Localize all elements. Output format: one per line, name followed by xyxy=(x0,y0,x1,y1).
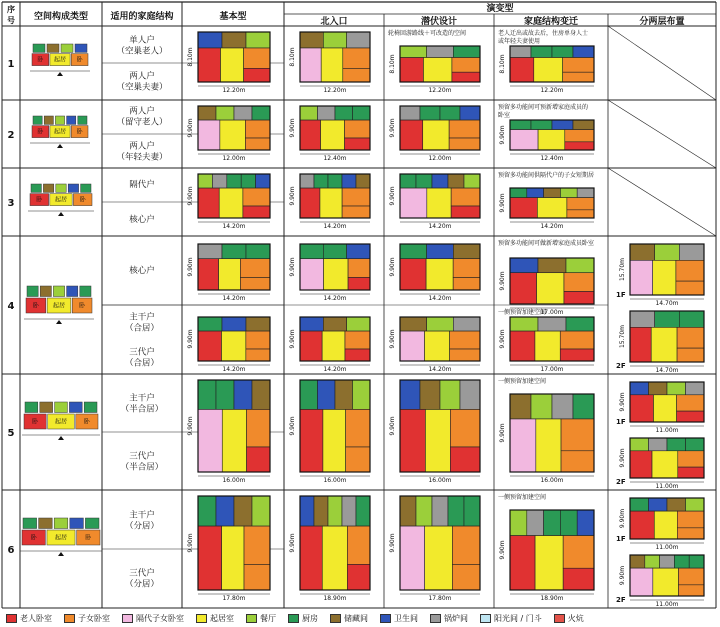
legend-label: 卫生间 xyxy=(394,613,418,623)
dimension-depth: 8.10m xyxy=(389,54,396,74)
svg-text:起居: 起居 xyxy=(53,56,67,64)
floor-plan xyxy=(187,244,270,302)
legend-item-kitchen xyxy=(288,613,318,624)
svg-text:卧: 卧 xyxy=(32,418,39,426)
floor-plan xyxy=(187,32,270,94)
dimension-depth: 9.90m xyxy=(187,533,194,553)
dimension-depth: 15.70m xyxy=(619,257,626,282)
family-structure-label xyxy=(129,265,155,276)
floor-label-1f: 1F xyxy=(616,535,626,543)
svg-text:卧: 卧 xyxy=(79,196,86,204)
dimension-depth: 9.90m xyxy=(499,193,506,213)
header-space-type: 空间构成类型 xyxy=(33,12,89,22)
header-basic-type: 基本型 xyxy=(219,12,247,22)
header-family-structure: 适用的家庭结构 xyxy=(110,12,174,22)
row-number: 3 xyxy=(7,198,15,209)
dimension-depth: 9.90m xyxy=(187,118,194,138)
legend-label: 阳光间 / 门斗 xyxy=(494,613,542,623)
dimension-depth: 9.90m xyxy=(389,257,396,277)
floor-plan xyxy=(289,496,370,602)
dimension-width: 18.90m xyxy=(540,595,564,602)
svg-text:（合居）: （合居） xyxy=(124,323,160,334)
design-note: 卧室 xyxy=(498,112,511,119)
dimension-width: 14.70m xyxy=(655,300,679,307)
dimension-depth: 9.90m xyxy=(187,416,194,436)
svg-text:卧: 卧 xyxy=(83,418,90,426)
empty-cell-diagonal xyxy=(608,100,716,168)
design-note: 一侧预留加建空间 xyxy=(498,309,547,316)
header-latent-design: 潜伏设计 xyxy=(420,17,458,27)
family-structure-label xyxy=(125,312,159,334)
svg-text:主干户: 主干户 xyxy=(129,312,155,323)
design-note: 轮椅回游路线＋可改造的空间 xyxy=(388,30,467,37)
legend-swatch xyxy=(196,614,207,623)
legend-swatch xyxy=(122,614,133,623)
floor-label-2f: 2F xyxy=(616,478,626,486)
dimension-depth: 9.90m xyxy=(187,329,194,349)
legend-swatch xyxy=(554,614,565,623)
floor-plan xyxy=(389,46,480,94)
floor-plan xyxy=(499,46,594,94)
dimension-depth: 9.90m xyxy=(499,125,506,145)
legend-item-dining xyxy=(246,613,276,624)
floor-plan xyxy=(389,317,480,373)
legend-label: 老人卧室 xyxy=(20,613,52,623)
floor-plan-2f xyxy=(619,311,704,374)
space-type-diagram xyxy=(28,184,94,216)
svg-text:（分居）: （分居） xyxy=(124,521,160,532)
row-number: 2 xyxy=(7,130,15,141)
floor-plan xyxy=(187,496,270,602)
svg-text:（半合居）: （半合居） xyxy=(120,404,164,415)
empty-cell-diagonal xyxy=(608,168,716,236)
dimension-width: 14.20m xyxy=(428,295,452,302)
svg-text:起居: 起居 xyxy=(54,534,68,542)
dimension-width: 18.90m xyxy=(323,595,347,602)
dimension-depth: 9.90m xyxy=(389,186,396,206)
legend-swatch xyxy=(246,614,257,623)
legend-swatch xyxy=(288,614,299,623)
family-structure-label xyxy=(129,179,155,190)
dimension-width: 14.20m xyxy=(428,366,452,373)
dimension-width: 17.80m xyxy=(428,595,452,602)
family-structure-label xyxy=(116,35,167,57)
dimension-width: 14.20m xyxy=(323,223,347,230)
dimension-width: 12.00m xyxy=(222,155,246,162)
legend-label: 火炕 xyxy=(567,613,584,623)
svg-text:隔代户: 隔代户 xyxy=(129,180,155,190)
dimension-depth: 9.90m xyxy=(619,508,626,529)
legend-item-grand xyxy=(122,613,184,624)
floor-plan xyxy=(187,106,270,162)
legend-item-living xyxy=(196,613,234,624)
svg-text:（留守老人）: （留守老人） xyxy=(116,117,168,128)
dimension-depth: 9.90m xyxy=(289,186,296,206)
space-type-diagram xyxy=(30,44,90,76)
dimension-depth: 9.90m xyxy=(619,565,626,586)
legend-item-elder xyxy=(6,613,52,624)
family-structure-label xyxy=(121,451,164,473)
row-number: 6 xyxy=(7,545,15,556)
legend-item-bath xyxy=(380,613,418,624)
dimension-depth: 9.90m xyxy=(289,118,296,138)
svg-text:（年轻夫妻）: （年轻夫妻） xyxy=(116,152,168,163)
family-structure-label xyxy=(116,106,167,128)
floor-label-1f: 1F xyxy=(616,291,626,299)
legend-label: 储藏间 xyxy=(344,613,368,623)
design-note: 一侧预留加建空间 xyxy=(498,494,547,501)
svg-text:三代户: 三代户 xyxy=(129,347,155,358)
svg-text:核心户: 核心户 xyxy=(129,215,155,225)
floor-plan xyxy=(389,244,480,302)
legend-swatch xyxy=(330,614,341,623)
legend-item-child xyxy=(64,613,110,624)
dimension-width: 17.00m xyxy=(540,309,564,316)
svg-text:起居: 起居 xyxy=(54,196,68,204)
floor-label-1f: 1F xyxy=(616,418,626,426)
legend-swatch xyxy=(480,614,491,623)
space-type-diagram xyxy=(30,116,90,148)
legend-item-boiler xyxy=(430,613,468,624)
svg-text:卧: 卧 xyxy=(32,302,39,310)
dimension-width: 14.20m xyxy=(428,223,452,230)
svg-text:主干户: 主干户 xyxy=(129,393,155,404)
dimension-depth: 9.90m xyxy=(499,329,506,349)
dimension-depth: 9.90m xyxy=(187,257,194,277)
svg-text:两人户: 两人户 xyxy=(129,106,155,117)
svg-text:两人户: 两人户 xyxy=(129,71,155,82)
dimension-depth: 9.90m xyxy=(289,416,296,436)
svg-text:卧: 卧 xyxy=(37,56,44,64)
svg-text:卧: 卧 xyxy=(36,196,43,204)
dimension-depth: 9.90m xyxy=(289,257,296,277)
svg-text:核心户: 核心户 xyxy=(129,266,155,276)
floor-plan xyxy=(289,317,370,373)
floor-plan xyxy=(389,174,480,230)
header-north-entry: 北入口 xyxy=(320,17,348,27)
dimension-width: 14.20m xyxy=(222,366,246,373)
family-structure-label xyxy=(116,141,167,163)
dimension-depth: 9.90m xyxy=(389,533,396,553)
dimension-width: 14.20m xyxy=(323,295,347,302)
dimension-width: 11.00m xyxy=(655,483,679,490)
svg-text:（空巢老人）: （空巢老人） xyxy=(116,46,168,57)
legend-label: 起居室 xyxy=(210,613,234,623)
floor-plan xyxy=(499,394,594,484)
svg-text:卧: 卧 xyxy=(37,128,44,136)
dimension-width: 12.20m xyxy=(540,87,564,94)
row-number: 4 xyxy=(7,301,15,312)
design-note: 一侧预留加建空间 xyxy=(498,378,547,385)
floor-plan xyxy=(499,317,594,373)
floor-plan xyxy=(499,188,594,230)
dimension-width: 14.20m xyxy=(540,223,564,230)
floor-plan-1f xyxy=(619,244,704,307)
dimension-width: 17.00m xyxy=(540,366,564,373)
space-type-diagram xyxy=(24,286,94,324)
dimension-width: 11.00m xyxy=(655,427,679,434)
dimension-depth: 8.10m xyxy=(289,47,296,67)
dimension-depth: 9.90m xyxy=(389,416,396,436)
legend-item-kang xyxy=(554,613,584,624)
svg-text:卧: 卧 xyxy=(30,534,37,542)
dimension-depth: 9.90m xyxy=(289,329,296,349)
svg-text:单人户: 单人户 xyxy=(129,35,155,46)
svg-text:（分居）: （分居） xyxy=(124,579,160,590)
header-family-change: 家庭结构变迁 xyxy=(523,17,579,27)
floor-plan xyxy=(389,380,480,484)
dimension-depth: 9.90m xyxy=(499,271,506,291)
dimension-width: 12.40m xyxy=(540,155,564,162)
dimension-width: 16.00m xyxy=(428,477,452,484)
dimension-depth: 9.90m xyxy=(289,533,296,553)
svg-text:卧: 卧 xyxy=(76,128,83,136)
legend-swatch xyxy=(64,614,75,623)
dimension-depth: 9.90m xyxy=(499,423,506,443)
floor-plan xyxy=(499,510,594,602)
header-evolution-type: 演变型 xyxy=(486,4,514,14)
floor-plan xyxy=(187,317,270,373)
design-note: 预留多功能间可做新增家庭成员卧室 xyxy=(498,240,595,247)
svg-text:卧: 卧 xyxy=(85,534,92,542)
dimension-width: 12.00m xyxy=(428,155,452,162)
dimension-width: 16.00m xyxy=(540,477,564,484)
legend-swatch xyxy=(430,614,441,623)
dimension-depth: 15.70m xyxy=(619,324,626,349)
dimension-depth: 9.90m xyxy=(619,392,626,412)
svg-text:主干户: 主干户 xyxy=(129,510,155,521)
floor-plan xyxy=(389,496,480,602)
row-number: 1 xyxy=(7,59,15,70)
floor-plan xyxy=(499,120,594,162)
floor-plan xyxy=(289,380,370,484)
dimension-width: 16.00m xyxy=(323,477,347,484)
legend-label: 隔代子女卧室 xyxy=(136,613,184,623)
floor-plan xyxy=(499,258,594,316)
legend-label: 餐厅 xyxy=(260,613,276,623)
dimension-depth: 9.90m xyxy=(619,448,626,468)
svg-text:三代户: 三代户 xyxy=(129,451,155,462)
dimension-depth: 9.90m xyxy=(499,540,506,560)
legend-item-sun xyxy=(480,613,542,624)
dimension-width: 14.70m xyxy=(655,367,679,374)
family-structure-label xyxy=(129,214,155,225)
svg-text:起居: 起居 xyxy=(54,418,68,426)
dimension-width: 12.20m xyxy=(323,87,347,94)
dimension-width: 12.40m xyxy=(323,155,347,162)
dimension-width: 11.00m xyxy=(655,601,679,608)
dimension-depth: 8.10m xyxy=(499,54,506,74)
family-structure-label xyxy=(116,71,167,93)
dimension-depth: 9.90m xyxy=(389,329,396,349)
svg-text:（半合居）: （半合居） xyxy=(120,462,164,473)
dimension-width: 12.20m xyxy=(428,87,452,94)
svg-text:（合居）: （合居） xyxy=(124,358,160,369)
svg-text:三代户: 三代户 xyxy=(129,568,155,579)
svg-text:起居: 起居 xyxy=(52,302,66,310)
floor-label-2f: 2F xyxy=(616,596,626,604)
legend-label: 锅炉间 xyxy=(444,613,468,623)
family-structure-label xyxy=(125,568,159,590)
space-type-diagram xyxy=(22,402,100,440)
dimension-width: 14.20m xyxy=(323,366,347,373)
dimension-depth: 9.90m xyxy=(389,118,396,138)
design-note: 或年轻夫妻使用 xyxy=(498,38,541,45)
floor-plan xyxy=(389,106,480,162)
svg-text:起居: 起居 xyxy=(53,128,67,136)
svg-text:两人户: 两人户 xyxy=(129,141,155,152)
floor-plan-1f xyxy=(619,382,704,434)
header-num-2: 号 xyxy=(7,16,15,25)
design-note: 老人迁出或故去后，住房单身人士 xyxy=(498,30,589,37)
floor-plan-2f xyxy=(619,438,704,490)
floor-label-2f: 2F xyxy=(616,362,626,370)
dimension-width: 11.00m xyxy=(655,544,679,551)
floor-plan-1f xyxy=(619,498,704,551)
family-structure-label xyxy=(121,393,164,415)
space-type-diagram xyxy=(20,518,102,556)
dimension-width: 12.20m xyxy=(222,87,246,94)
row-number: 5 xyxy=(7,428,15,439)
dimension-depth: 8.10m xyxy=(187,47,194,67)
header-num-1: 序 xyxy=(7,5,15,14)
legend-swatch xyxy=(380,614,391,623)
floor-plan xyxy=(289,106,370,162)
design-note: 预留多功能间供隔代户的子女短期居 xyxy=(498,172,595,179)
svg-text:卧: 卧 xyxy=(76,56,83,64)
dimension-width: 16.00m xyxy=(222,477,246,484)
floor-plan xyxy=(289,32,370,94)
floor-plan xyxy=(187,174,270,230)
floor-plan xyxy=(289,174,370,230)
dimension-width: 17.80m xyxy=(222,595,246,602)
svg-text:（空巢夫妻）: （空巢夫妻） xyxy=(116,82,168,93)
floor-plan xyxy=(289,244,370,302)
svg-text:卧: 卧 xyxy=(79,302,86,310)
floor-plan xyxy=(187,380,270,484)
header-two-floor: 分两层布置 xyxy=(639,17,685,27)
legend xyxy=(6,611,716,625)
floor-plan-2f xyxy=(619,555,704,608)
dimension-width: 14.20m xyxy=(222,295,246,302)
legend-label: 厨房 xyxy=(302,613,318,623)
table-header xyxy=(7,2,685,27)
legend-swatch xyxy=(6,614,17,623)
dimension-width: 14.20m xyxy=(222,223,246,230)
legend-item-storage xyxy=(330,613,368,624)
family-structure-label xyxy=(125,347,159,369)
legend-label: 子女卧室 xyxy=(78,613,110,623)
empty-cell-diagonal xyxy=(608,26,716,100)
family-structure-label xyxy=(125,510,159,532)
dimension-depth: 9.90m xyxy=(187,186,194,206)
design-note: 预留多功能间可预新增家庭成员的 xyxy=(498,104,589,111)
